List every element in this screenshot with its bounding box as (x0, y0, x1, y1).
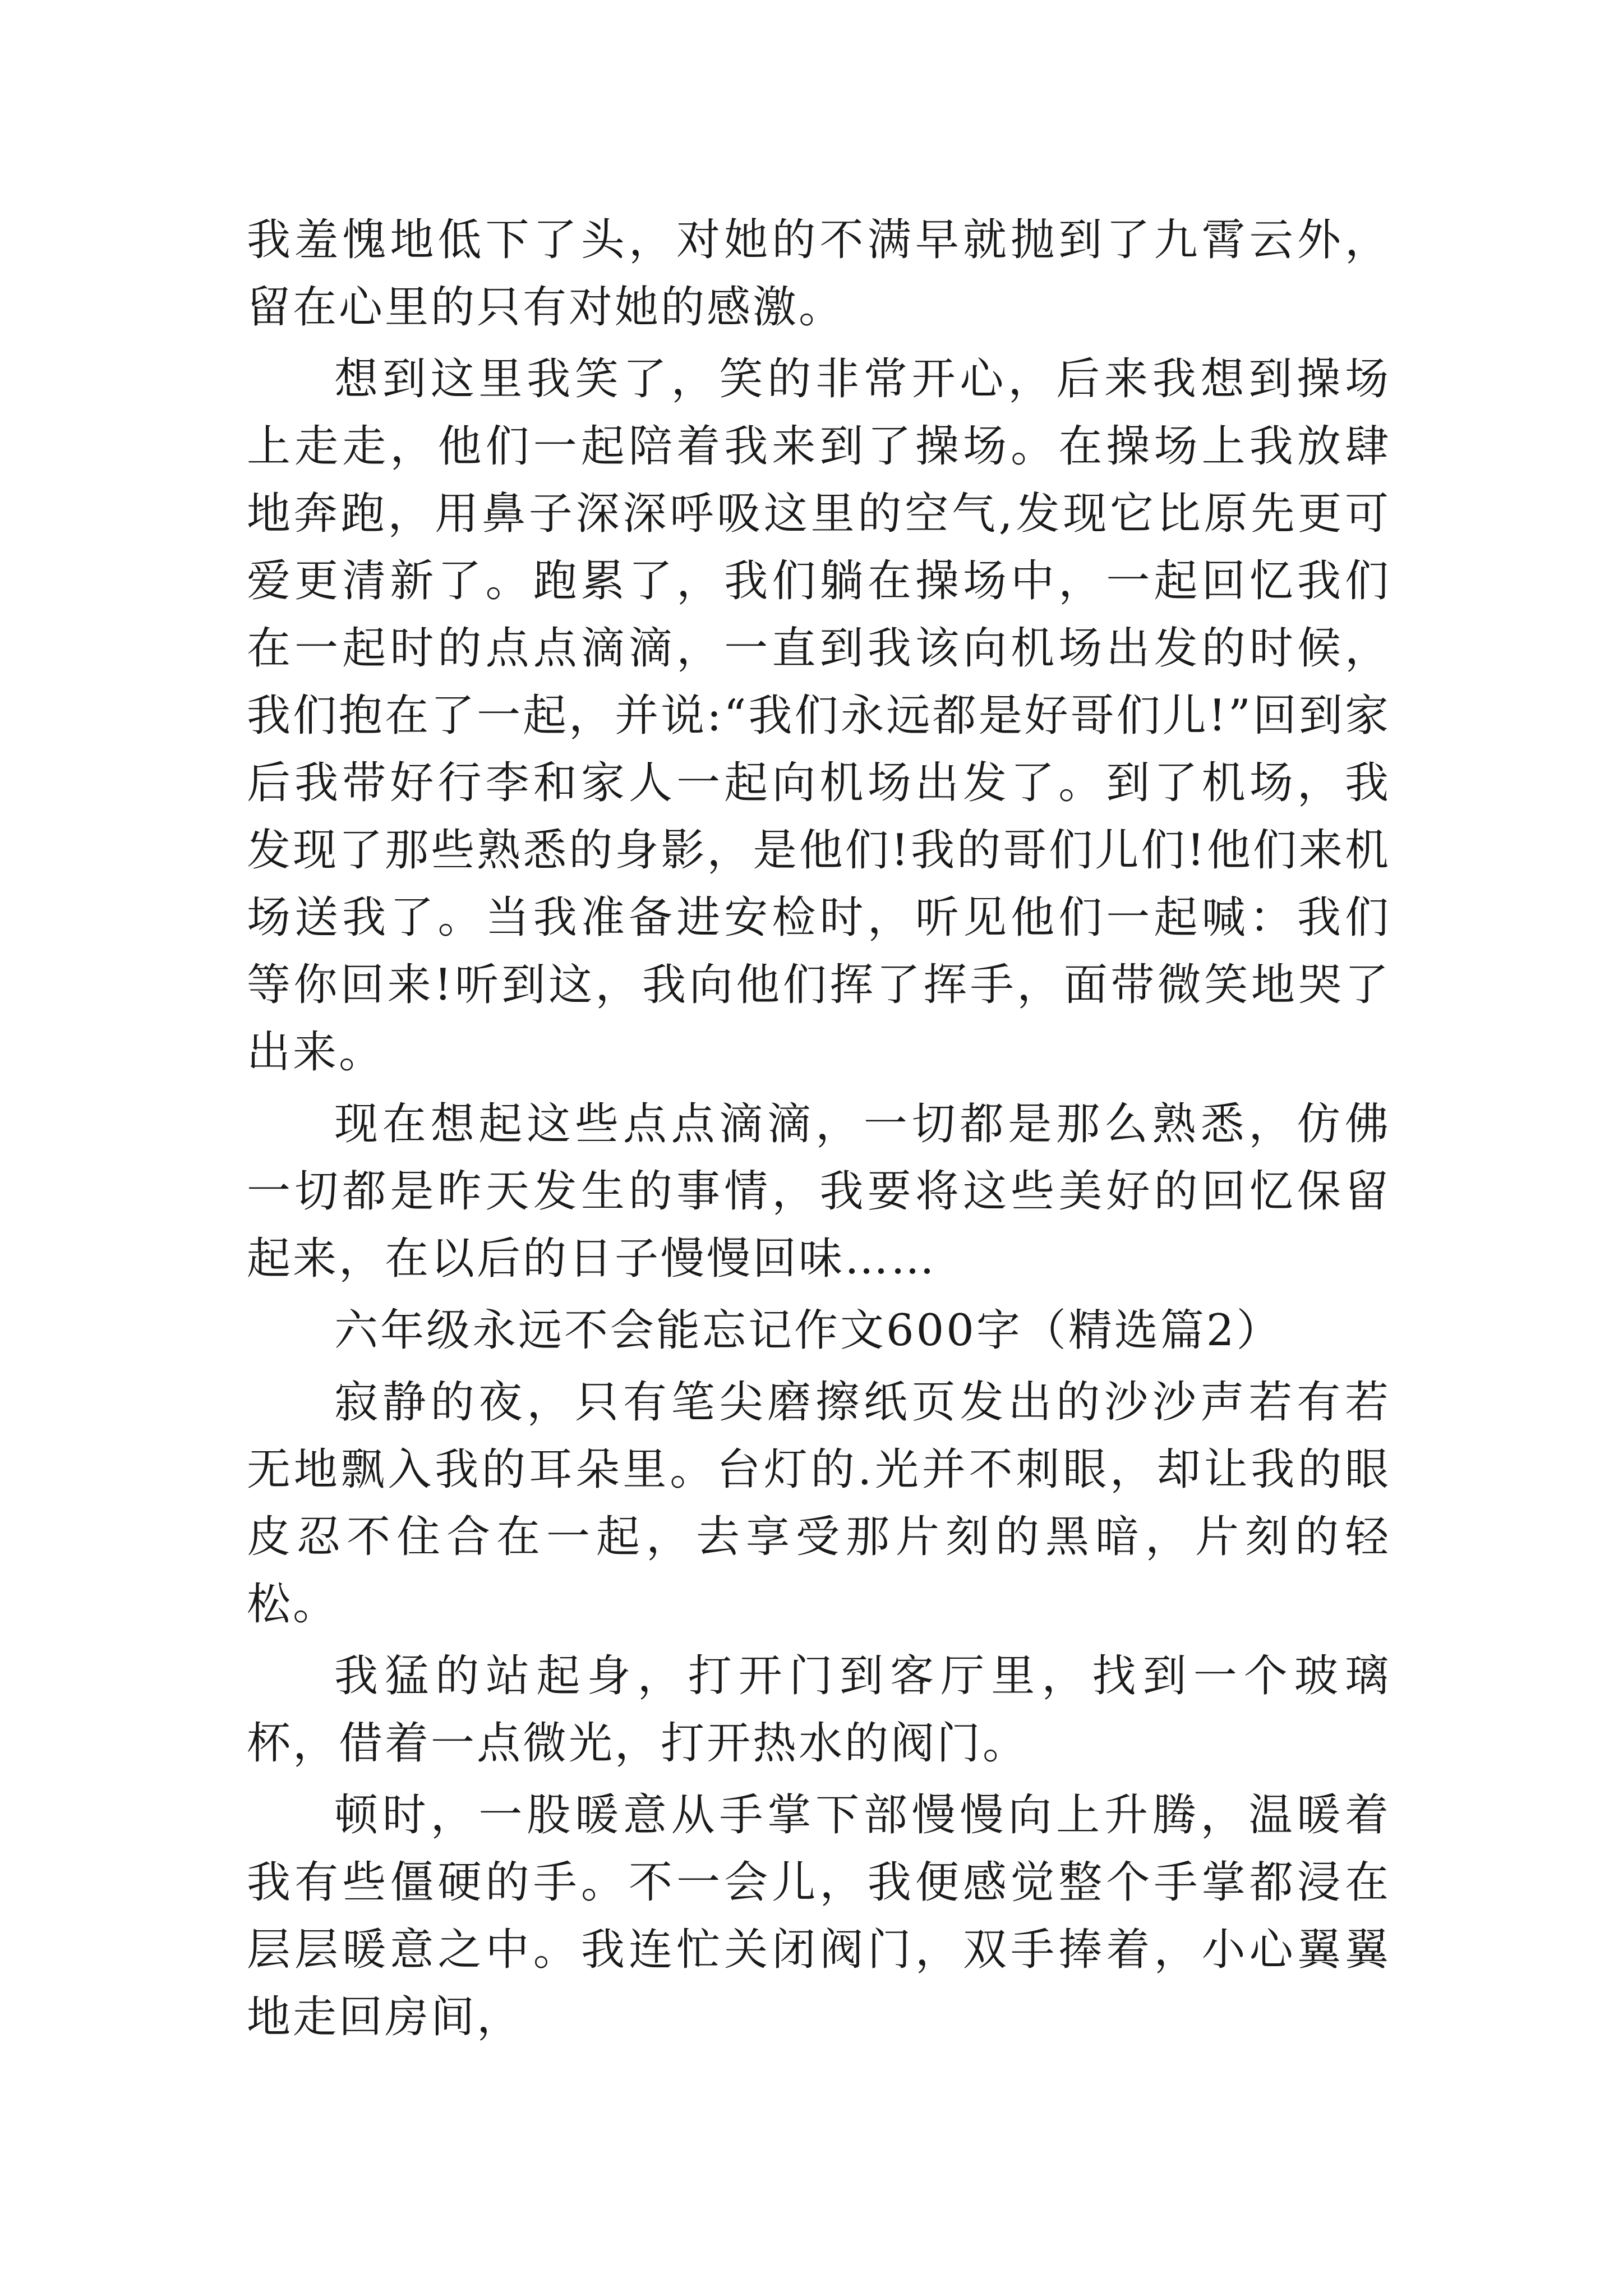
paragraph-1: 我羞愧地低下了头，对她的不满早就抛到了九霄云外，留在心里的只有对她的感激。 (247, 215, 1391, 333)
document-body (247, 206, 1391, 2055)
paragraph-2: 想到这里我笑了，笑的非常开心，后来我想到操场上走走，他们一起陪着我来到了操场。在操场上我放肆地奔跑，用鼻子深深呼吸这里的空气,发现它比原先更可爱更清新了。跑累了，我们躺在操场中，一起回忆我们在一起时的点点滴滴，一直到我该向机场出发的时候，我们抱在了一起，并说:“我们永远都是好哥们儿!”回到家后我带好行李和家人一起向机场出发了。到了机场，我发现了那些熟悉的身影，是他们!我的哥们儿们!他们来机场送我了。当我准备进安检时，听见他们一起喊：我们等你回来!听到这，我向他们挥了挥手，面带微笑地哭了出来。 (247, 354, 1391, 1078)
paragraph-4: 寂静的夜，只有笔尖磨擦纸页发出的沙沙声若有若无地飘入我的耳朵里。台灯的.光并不刺眼，却让我的眼皮忍不住合在一起，去享受那片刻的黑暗，片刻的轻松。 (247, 1377, 1391, 1630)
section-heading: 六年级永远不会能忘记作文600字（精选篇2） (334, 1305, 1283, 1356)
paragraph-3: 现在想起这些点点滴滴，一切都是那么熟悉，仿佛一切都是昨天发生的事情，我要将这些美好的回忆保留起来，在以后的日子慢慢回味…… (247, 1099, 1391, 1284)
paragraph-5: 我猛的站起身，打开门到客厅里，找到一个玻璃杯，借着一点微光，打开热水的阀门。 (247, 1651, 1391, 1769)
paragraph-6: 顿时，一股暖意从手掌下部慢慢向上升腾，温暖着我有些僵硬的手。不一会儿，我便感觉整个手掌都浸在层层暖意之中。我连忙关闭阀门，双手捧着，小心翼翼地走回房间， (247, 1790, 1391, 2042)
